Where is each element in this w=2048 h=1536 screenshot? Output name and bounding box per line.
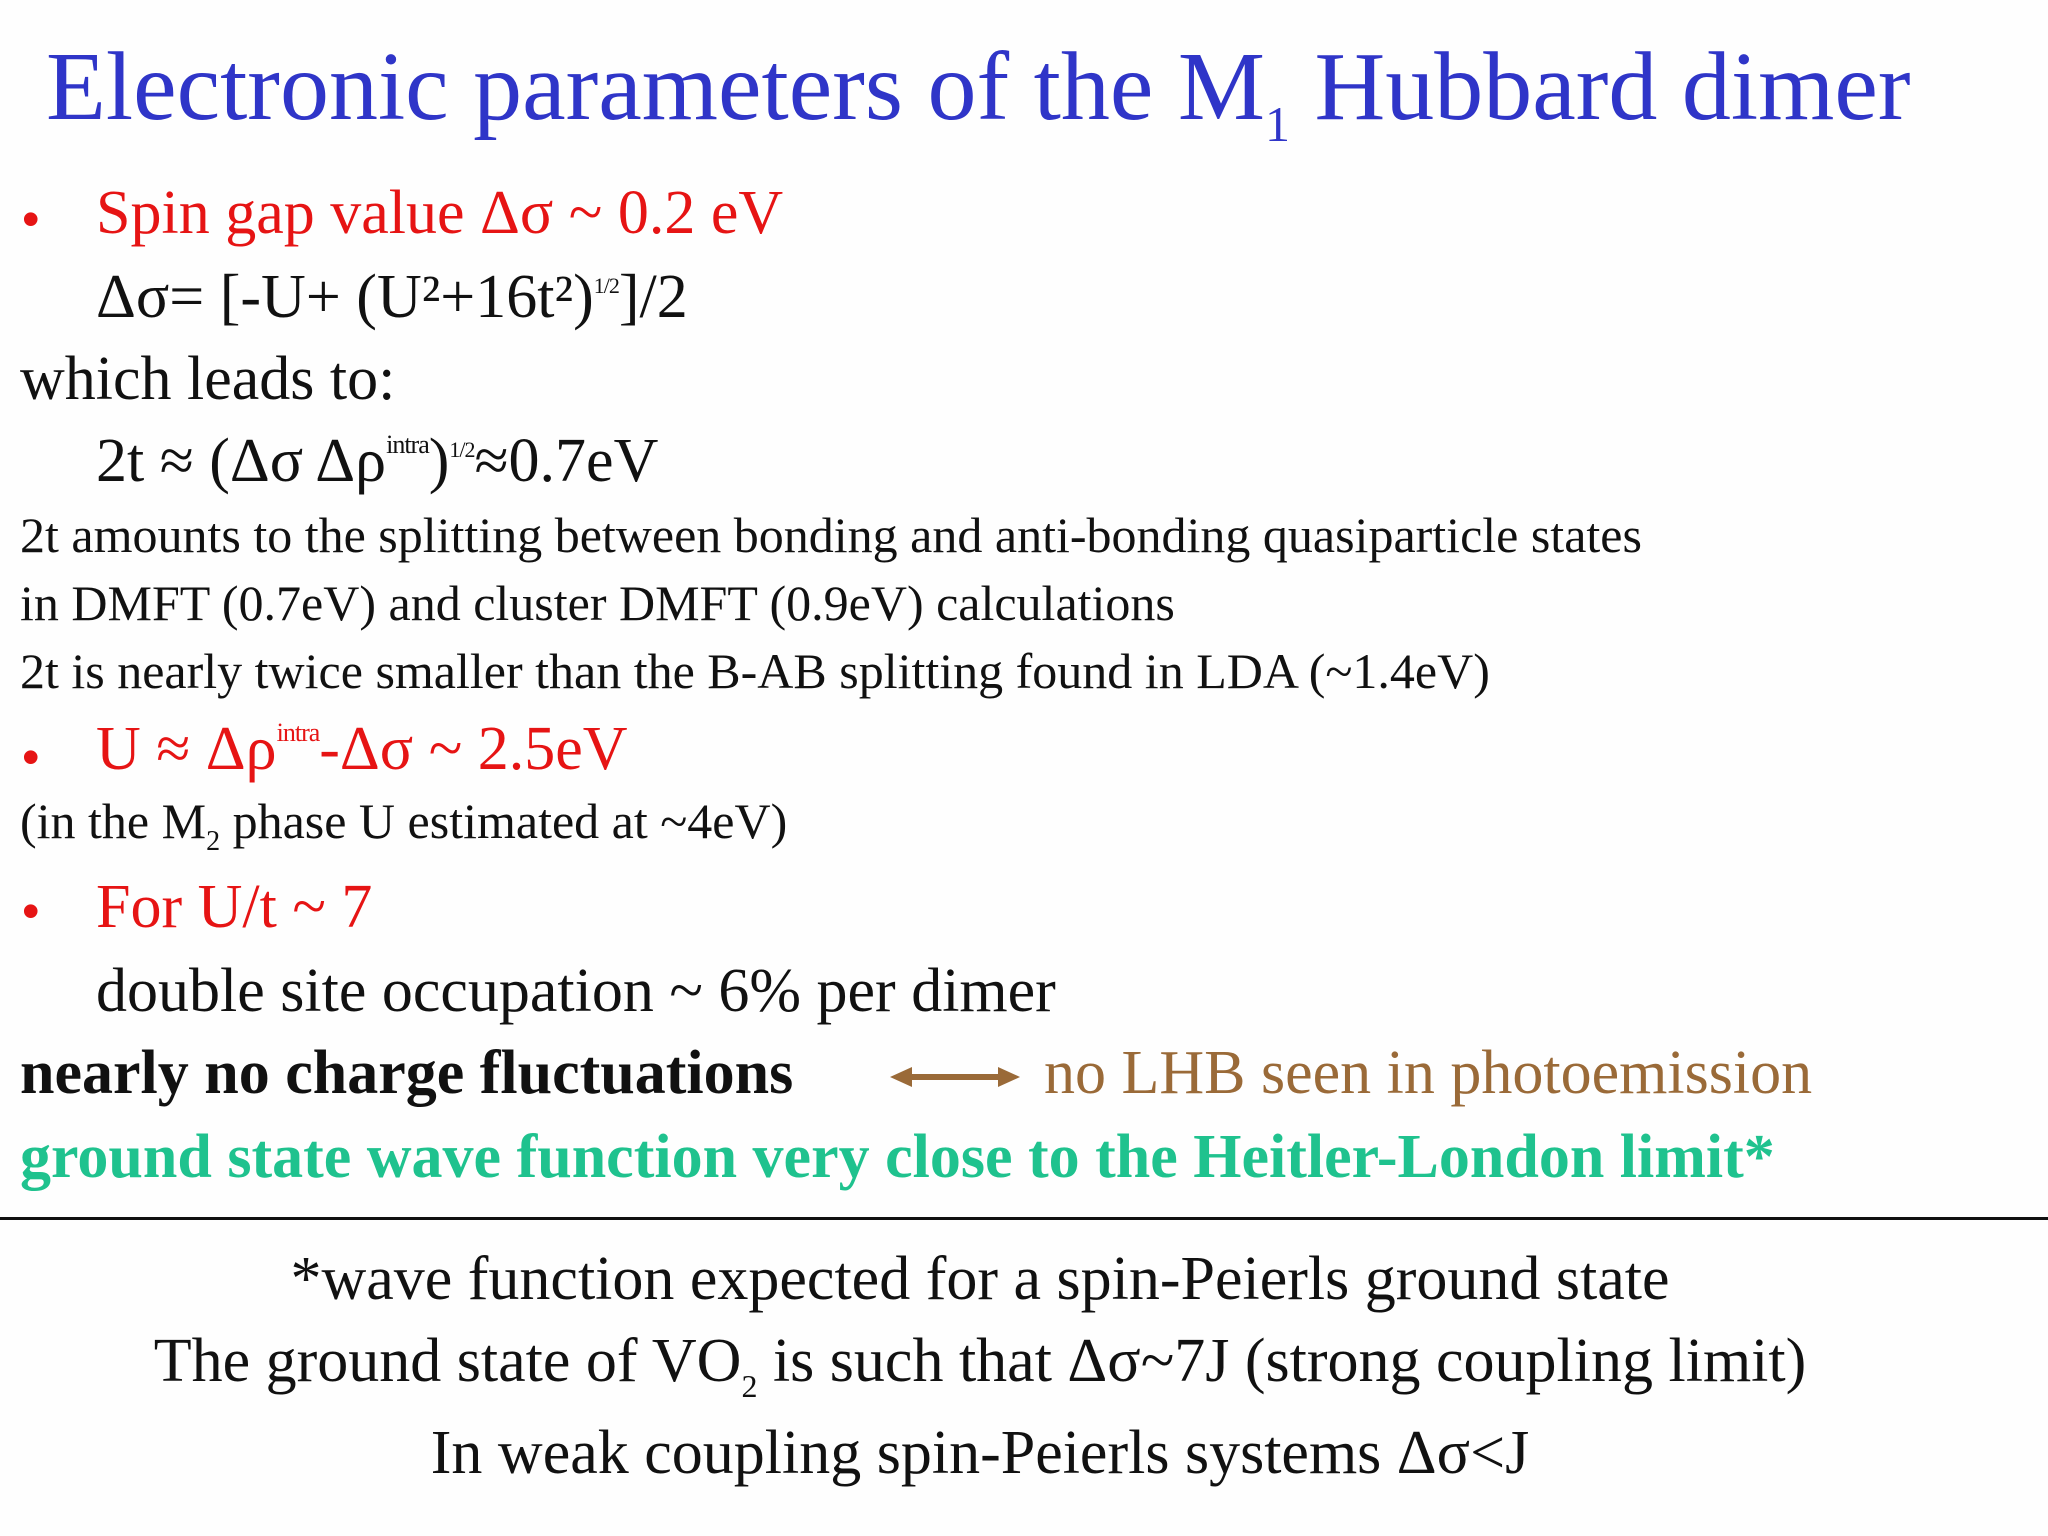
explanation-line-3: 2t is nearly twice smaller than the B-AB splitting found in LDA (~1.4eV) [20,643,1490,699]
spin-gap-formula: $\Delta\sigma= [-U+ (U^2+16t^2)^{1/2}]/2$ [96,263,688,331]
double-arrow-icon [890,1064,1020,1090]
footnote-line-2: The ground state of $VO_2$ is such that Δσ~7J (strong coupling limit) [153,1327,1807,1404]
u-over-t-heading: For U/t ~ 7 [96,873,373,941]
footnote-line-1: *wave function expected for a spin-Peierls ground state [290,1245,1670,1313]
m2-phase-note: (in the $M_2$ phase U estimated at ~4eV) [20,793,788,857]
divider [0,1217,2048,1220]
double-occupation-text: double site occupation ~ 6% per dimer [96,957,1056,1025]
heitler-london-text: ground state wave function very close to the Heitler-London limit* [20,1123,1775,1191]
u-estimate-heading: $U \approx \Delta\rho^{intra}-\Delta\sigma$ ~ 2.5eV [96,715,628,783]
leads-to-text: which leads to: [20,345,396,413]
slide-title: Electronic parameters of the $M_1$ Hubbard dimer [46,33,1911,152]
bullet-icon: • [22,191,40,247]
footnote-line-3: In weak coupling spin-Peierls systems Δσ<J [430,1419,1530,1487]
bullet-icon: • [22,883,40,939]
bullet-icon: • [22,729,40,785]
explanation-line-2: in DMFT (0.7eV) and cluster DMFT (0.9eV) calculations [20,575,1175,631]
no-lhb-text: no LHB seen in photoemission [1044,1039,1813,1107]
spin-gap-heading: Spin gap value Δσ ~ 0.2 eV [96,179,784,247]
explanation-line-1: 2t amounts to the splitting between bonding and anti-bonding quasiparticle states [20,507,1642,563]
two-t-formula: 2t ≈ (Δσ $\Delta\rho^{intra})^{1/2}\approx 0.7eV$ [96,427,659,495]
charge-fluctuations-text: nearly no charge fluctuations [20,1039,794,1107]
